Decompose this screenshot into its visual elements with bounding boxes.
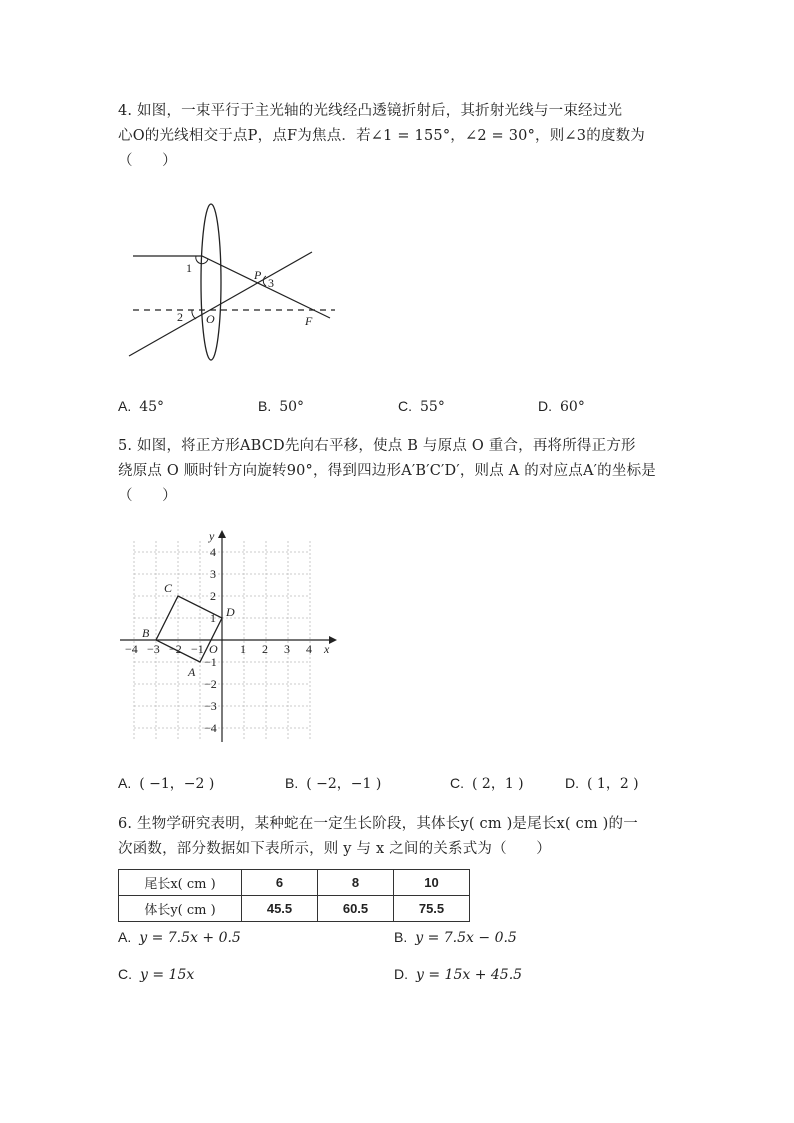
q6-option-c: C. y = 15x — [118, 966, 195, 983]
point-o-label: O — [206, 312, 215, 326]
q4-option-d: D. 60° — [538, 398, 585, 415]
q4-text-line2: 心O的光线相交于点P，点F为焦点．若∠1 = 155°，∠2 = 30°，则∠3的度数为 — [118, 128, 645, 144]
q4-option-a: A. 45° — [118, 398, 165, 415]
x-tick-label: −4 — [125, 642, 138, 656]
q4-option-b: B. 50° — [258, 398, 305, 415]
q5-option-a: A. ( −1，−2 ) — [118, 775, 215, 792]
table-cell: 60.5 — [318, 896, 394, 922]
x-tick-label: 1 — [240, 642, 246, 656]
q5-text-line3: （ ） — [118, 488, 177, 504]
point-f-label: F — [305, 314, 313, 328]
origin-label: O — [209, 642, 218, 656]
q6-option-d: D. y = 15x + 45.5 — [394, 966, 523, 983]
x-tick-label: −1 — [191, 642, 204, 656]
table-row — [119, 870, 470, 896]
q5-option-b: B. ( −2，−1 ) — [285, 775, 382, 792]
angle3-label: 3 — [268, 276, 274, 290]
table-cell: 75.5 — [394, 896, 470, 922]
q6-data-table — [118, 869, 470, 922]
point-b-label: B — [142, 626, 150, 640]
point-d-label: D — [226, 605, 235, 619]
point-c-label: C — [164, 581, 173, 595]
table-header-cell: 尾长x( cm ) — [119, 870, 242, 896]
q5-text-line2: 绕原点 O 顺时针方向旋转90°，得到四边形A′B′C′D′，则点 A 的对应点A′的坐标是 — [118, 463, 656, 479]
y-tick-label: 3 — [210, 567, 216, 581]
x-tick-label: 3 — [284, 642, 290, 656]
y-axis-label: y — [209, 529, 215, 543]
x-tick-label: −2 — [169, 642, 182, 656]
x-axis-label: x — [324, 642, 330, 656]
y-tick-label: 2 — [210, 589, 216, 603]
y-axis-arrow — [218, 530, 226, 538]
angle2-label: 2 — [177, 310, 183, 324]
q6-text-line1: 6. 生物学研究表明，某种蛇在一定生长阶段，其体长y( cm )是尾长x( cm )的一 — [118, 816, 638, 832]
table-row — [119, 896, 470, 922]
table-cell: 45.5 — [242, 896, 318, 922]
table-cell: 8 — [318, 870, 394, 896]
q6-option-a: A. y = 7.5x + 0.5 — [118, 929, 241, 946]
q5-option-c: C. ( 2，1 ) — [450, 775, 524, 792]
x-tick-label: −3 — [147, 642, 160, 656]
q5-option-d: D. ( 1，2 ) — [565, 775, 639, 792]
table-cell: 10 — [394, 870, 470, 896]
table-cell: 6 — [242, 870, 318, 896]
q4-text-line1: 4. 如图，一束平行于主光轴的光线经凸透镜折射后，其折射光线与一束经过光 — [118, 103, 623, 119]
q4-text-line3: （ ） — [118, 153, 177, 169]
x-tick-label: 2 — [262, 642, 268, 656]
y-tick-label: −4 — [204, 721, 217, 735]
x-axis-arrow — [329, 636, 337, 644]
q6-text-line2: 次函数，部分数据如下表所示，则 y 与 x 之间的关系式为（ ） — [118, 841, 551, 857]
y-tick-label: −2 — [204, 677, 217, 691]
angle1-label: 1 — [186, 261, 192, 275]
q4-option-c: C. 55° — [398, 398, 445, 415]
y-tick-label: −3 — [204, 699, 217, 713]
x-tick-label: 4 — [306, 642, 312, 656]
y-tick-label: −1 — [204, 655, 217, 669]
point-a-label: A — [188, 665, 196, 679]
q6-option-b: B. y = 7.5x − 0.5 — [394, 929, 517, 946]
y-tick-label: 1 — [210, 611, 216, 625]
point-p-label: P — [254, 268, 262, 282]
table-header-cell: 体长y( cm ) — [119, 896, 242, 922]
q5-text-line1: 5. 如图，将正方形ABCD先向右平移，使点 B 与原点 O 重合，再将所得正方形 — [118, 438, 636, 454]
y-tick-label: 4 — [210, 545, 216, 559]
